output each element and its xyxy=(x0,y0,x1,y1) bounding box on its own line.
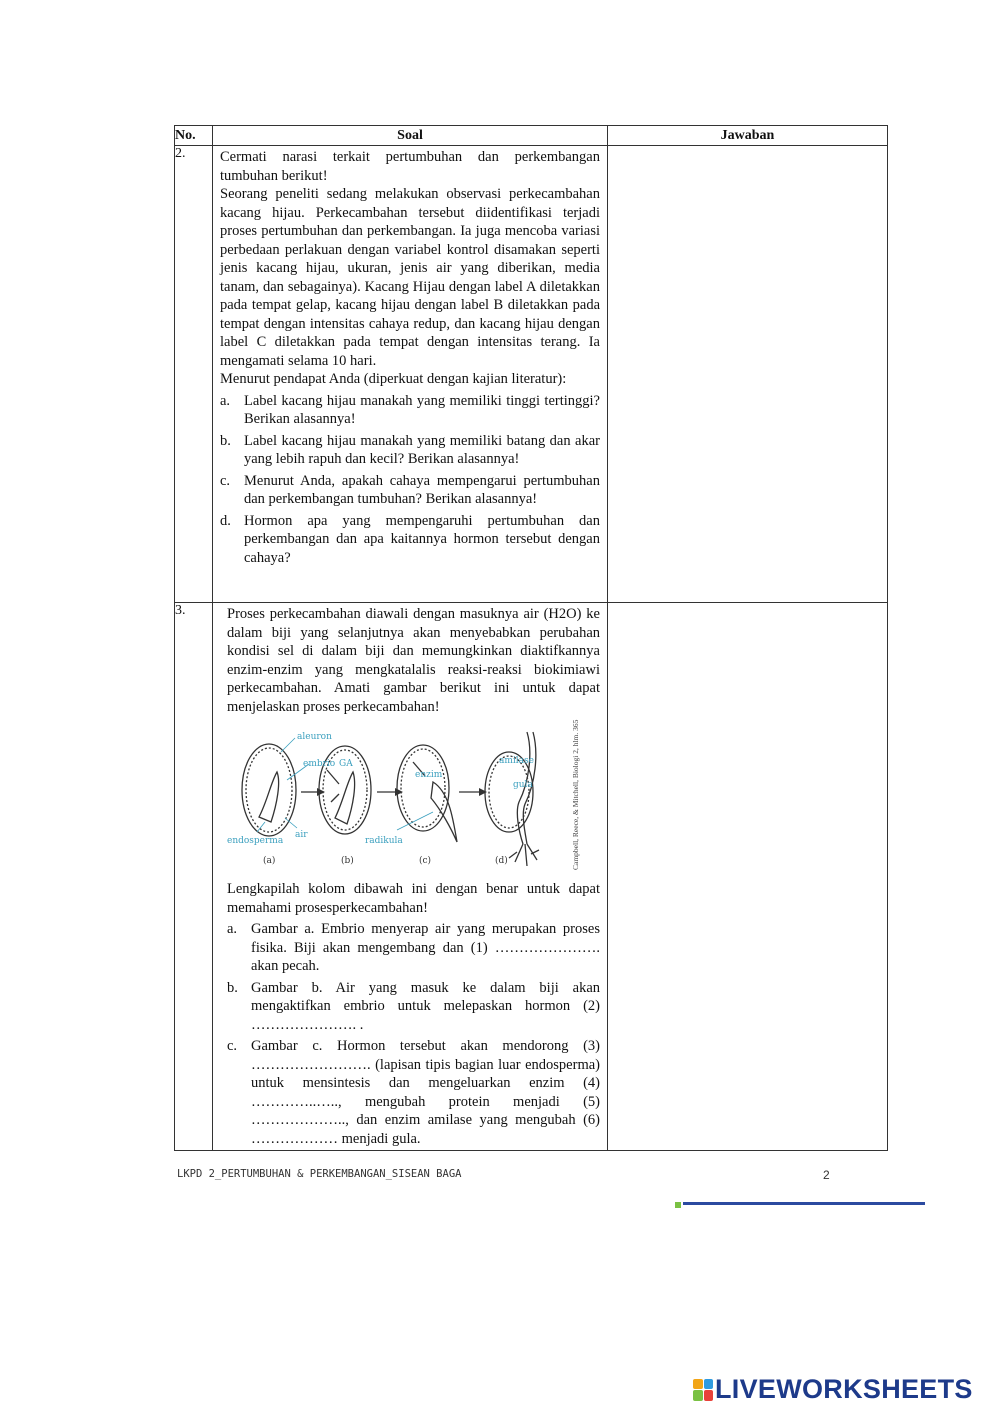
q2-intro-line: Cermati narasi terkait pertumbuhan dan perkembangan tumbuhan berikut! xyxy=(220,149,600,184)
germination-figure xyxy=(227,719,607,872)
footer-doc-title: LKPD 2_PERTUMBUHAN & PERKEMBANGAN_SISEAN BAGA xyxy=(177,1168,462,1180)
q2-item-label: c. xyxy=(220,472,231,489)
q3-intro: Proses perkecambahan diawali dengan masuknya air (H2O) ke dalam biji yang selanjutnya akan menyebabkan perubahan kondisi sel di dalam biji dan memungkinkan diaktifkannya enzim-enzim yang mengkatalalis reaksi-reaksi biokimiawi perkecambahan. Amati gambar berikut ini untuk dapat menjelaskan proses perkecambahan! xyxy=(227,606,600,715)
q2-item-text: Label kacang hijau manakah yang memiliki batang dan akar yang lebih rapuh dan kecil? Berikan alasannya! xyxy=(244,432,600,467)
label-radikula: radikula xyxy=(365,836,403,846)
logo-square xyxy=(704,1379,714,1390)
brand-name: LIVEWORKSHEETS xyxy=(715,1374,973,1404)
question-number-3: 3. xyxy=(175,603,213,1151)
stage-label-b: (b) xyxy=(341,856,354,866)
question-number-2: 2. xyxy=(175,146,213,603)
q2-item-label: a. xyxy=(220,392,231,409)
germination-diagram xyxy=(227,719,607,872)
q3-item-text: Gambar a. Embrio menyerap air yang merupakan proses fisika. Biji akan mengembang dan (1) …………………. akan pecah. xyxy=(251,921,600,974)
liveworksheets-logo-icon xyxy=(693,1379,713,1401)
label-gula: gula xyxy=(513,780,533,790)
stage-label-d: (d) xyxy=(495,856,508,866)
answer-cell-3[interactable] xyxy=(608,603,888,1151)
q3-item-label: c. xyxy=(227,1038,238,1054)
q3-instruction: Lengkapilah kolom dibawah ini dengan benar untuk dapat memahami prosesperkecambahan! xyxy=(227,881,600,916)
q2-item-text: Menurut Anda, apakah cahaya mempengarui pertumbuhan dan perkembangan tumbuhan? Berikan alasannya! xyxy=(244,472,600,507)
question-text-2 xyxy=(213,146,608,603)
q2-narrative: Seorang peneliti sedang melakukan observasi perkecambahan kacang hijau. Perkecambahan tersebut diidentifikasi terjadi proses pertumbuhan dan perkembangan. Ia juga mencoba variasi perbedaan perlakuan dengan variabel kontrol disamakan seperti jenis kacang hijau, ukuran, jenis air yang diberikan, media tanam, dan sebagainya). Kacang Hijau dengan label A diletakkan pada tempat gelap, kacang hijau dengan label B diletakkan pada tempat dengan intensitas cahaya redup, dan kacang hijau dengan label C diletakkan pada tempat dengan intensitas terang. Ia mengamati selama 10 hari. xyxy=(220,186,600,369)
q3-item-b xyxy=(227,979,600,1035)
label-amilase: amilase xyxy=(499,756,534,766)
question-row-3 xyxy=(175,603,888,1151)
label-enzim: enzim xyxy=(415,770,443,780)
q3-item-text: Gambar c. Hormon tersebut akan mendorong (3) ……………………. (lapisan tipis bagian luar endosperma) untuk mensintesis dan mengeluarkan enzim (4) …………..….., mengubah protein menjadi (5) ……………….., dan enzim amilase yang mengubah (6) ……………… menjadi gula. xyxy=(251,1038,600,1147)
liveworksheets-brand xyxy=(693,1374,973,1405)
answer-cell-2[interactable] xyxy=(608,146,888,603)
stage-label-a: (a) xyxy=(263,856,276,866)
header-soal: Soal xyxy=(213,126,608,146)
q2-item-a xyxy=(220,392,600,429)
q3-item-label: b. xyxy=(227,979,238,996)
logo-square xyxy=(693,1390,703,1401)
q2-item-text: Label kacang hijau manakah yang memiliki tinggi tertinggi? Berikan alasannya! xyxy=(244,392,600,427)
q3-item-c xyxy=(227,1037,600,1148)
q3-item-label: a. xyxy=(227,921,238,937)
q2-item-label: b. xyxy=(220,432,231,449)
q2-prompt: Menurut pendapat Anda (diperkuat dengan kajian literatur): xyxy=(220,371,567,387)
question-text-3 xyxy=(213,603,608,1151)
stage-label-c: (c) xyxy=(419,856,432,866)
header-no: No. xyxy=(175,126,213,146)
cropped-watermark xyxy=(675,1202,925,1208)
logo-square xyxy=(704,1390,714,1401)
q3-item-text: Gambar b. Air yang masuk ke dalam biji akan mengaktifkan embrio untuk melepaskan hormon (2) …………………. . xyxy=(251,979,600,1033)
q2-item-d xyxy=(220,512,600,568)
q3-item-a xyxy=(227,920,600,976)
figure-credit: Campbell, Reece, & Mitchell, Biologi 2, hlm. 365 xyxy=(571,719,580,870)
q2-item-label: d. xyxy=(220,512,231,529)
label-aleuron: aleuron xyxy=(297,732,332,742)
label-ga: GA xyxy=(339,759,353,769)
q2-item-c xyxy=(220,472,600,509)
header-jawaban: Jawaban xyxy=(608,126,888,146)
q2-item-text: Hormon apa yang mempengaruhi pertumbuhan dan perkembangan dan apa kaitannya hormon tersebut dengan cahaya? xyxy=(244,512,600,566)
worksheet-table xyxy=(174,125,888,1151)
question-row-2 xyxy=(175,146,888,603)
logo-square xyxy=(693,1379,703,1390)
label-endosperma: endosperma xyxy=(227,836,284,846)
q2-item-b xyxy=(220,432,600,469)
label-air: air xyxy=(295,830,308,840)
label-embrio: embrio xyxy=(303,759,336,769)
table-header-row xyxy=(175,126,888,146)
page-number: 2 xyxy=(823,1168,830,1182)
